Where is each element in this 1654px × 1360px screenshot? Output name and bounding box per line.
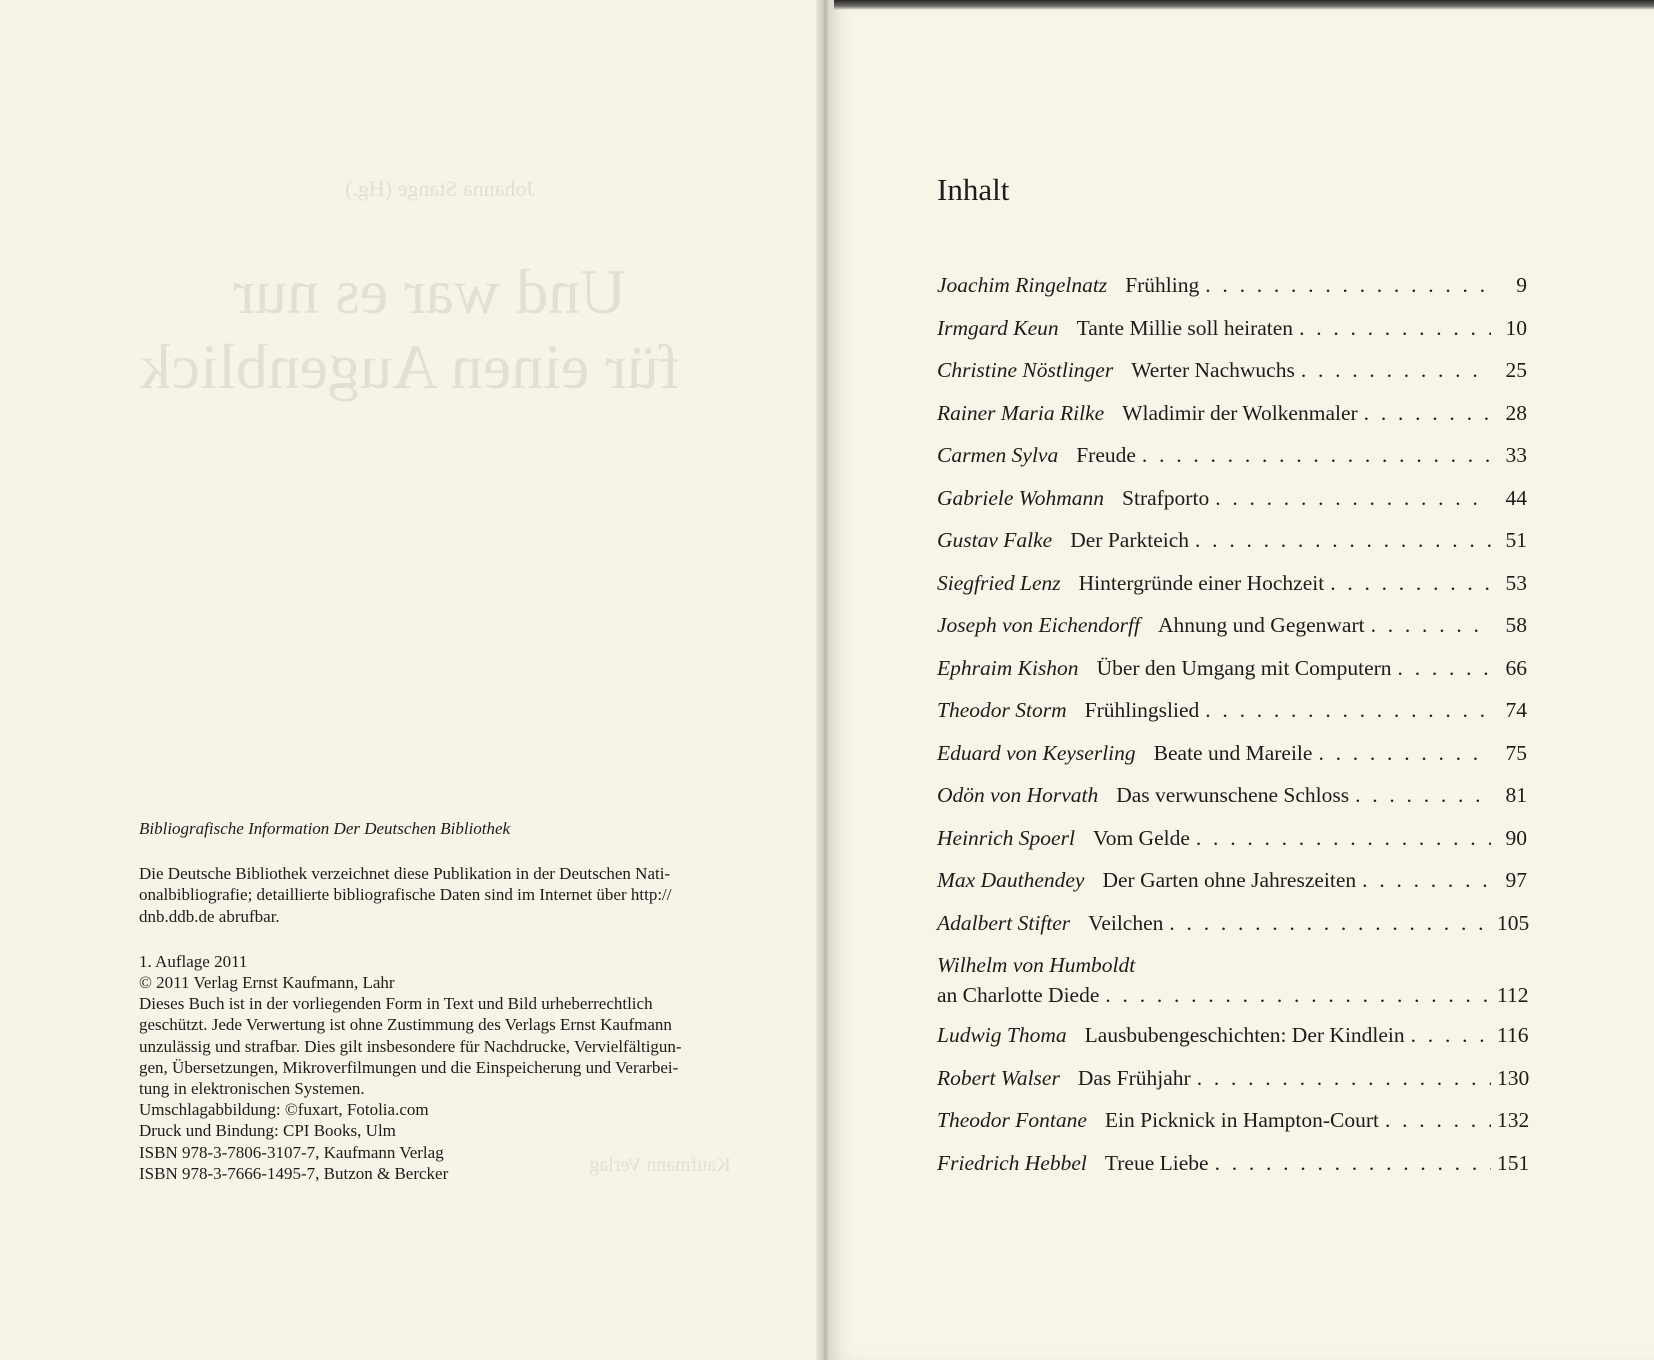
toc-leader-dots <box>1299 316 1491 341</box>
toc-author: Gabriele Wohmann <box>937 485 1105 510</box>
ghost-author: Johanna Stange (Hg.) <box>345 176 536 201</box>
toc-author: Ludwig Thoma <box>937 1023 1067 1047</box>
toc-page-number: 81 <box>1505 783 1527 807</box>
imprint-line: 1. Auflage 2011 <box>139 951 248 971</box>
toc-leader-dots <box>1398 656 1491 681</box>
toc-title: Werter Nachwuchs <box>1131 358 1295 382</box>
imprint-line: Die Deutsche Bibliothek verzeichnet diese Publikation in der Deutschen Nati- <box>139 864 671 884</box>
ghost-publisher: Kaufmann Verlag <box>589 1154 731 1176</box>
toc-page-number: 130 <box>1497 1065 1530 1090</box>
toc-page-number: 112 <box>1497 983 1529 1007</box>
imprint-line: Druck und Bindung: CPI Books, Ulm <box>139 1121 396 1141</box>
toc-page-number: 97 <box>1505 868 1527 892</box>
toc-leader-dots <box>1371 613 1491 638</box>
toc-leader-dots <box>1195 528 1491 553</box>
toc-author: Max Dauthendey <box>937 868 1085 892</box>
toc-entry <box>937 1150 1530 1194</box>
toc-leader-dots <box>1215 1151 1491 1176</box>
toc-title: Das Frühjahr <box>1077 1065 1191 1090</box>
left-page <box>0 0 822 1360</box>
toc-leader-dots <box>1197 1066 1491 1091</box>
toc-title: Tante Millie soll heiraten <box>1076 315 1294 340</box>
toc-leader-dots <box>1364 401 1491 426</box>
toc-author: Christine Nöstlinger <box>937 358 1114 382</box>
toc-title: Über den Umgang mit Computern <box>1096 655 1392 680</box>
toc-entry <box>937 783 1527 826</box>
toc-entry <box>937 273 1527 316</box>
toc-page-number: 75 <box>1505 740 1527 765</box>
toc-entry-author-line <box>937 953 1527 983</box>
toc-page-number: 74 <box>1505 698 1527 722</box>
toc-entry <box>937 698 1527 741</box>
toc-author: Odön von Horvath <box>937 783 1099 807</box>
toc-leader-dots <box>1142 443 1491 468</box>
toc-entry <box>937 571 1527 614</box>
toc-title: Hintergründe einer Hochzeit <box>1078 570 1325 595</box>
toc-title: Vom Gelde <box>1092 825 1190 850</box>
toc-title: Ahnung und Gegenwart <box>1158 613 1365 637</box>
toc-page-number: 90 <box>1505 825 1527 850</box>
toc-author: Wilhelm von Humboldt <box>937 953 1136 977</box>
ghost-title-line1: Und war es nur <box>233 256 627 327</box>
toc-author: Joachim Ringelnatz <box>937 273 1108 297</box>
toc-entry <box>937 1023 1527 1066</box>
toc-author: Adalbert Stifter <box>937 910 1071 935</box>
toc-entry <box>937 316 1527 359</box>
imprint-line: ISBN 978-3-7806-3107-7, Kaufmann Verlag <box>139 1142 444 1162</box>
ghost-title-line2: für einen Augenblick <box>139 331 680 402</box>
imprint-line: gen, Übersetzungen, Mikroverfilmungen und die Einspeicherung und Verarbei- <box>139 1057 679 1077</box>
toc-page-number: 53 <box>1505 570 1527 595</box>
toc-page-number: 33 <box>1505 443 1527 467</box>
imprint-block <box>139 818 729 1184</box>
imprint-line: Dieses Buch ist in der vorliegenden Form in Text und Bild urheberrechtlich <box>139 994 653 1014</box>
toc-author: Rainer Maria Rilke <box>937 400 1105 425</box>
toc-leader-dots <box>1411 1023 1491 1048</box>
toc-author: Siegfried Lenz <box>937 570 1061 595</box>
toc-leader-dots <box>1330 571 1491 596</box>
toc-author: Heinrich Spoerl <box>937 825 1075 850</box>
imprint-line: Umschlagabbildung: ©fuxart, Fotolia.com <box>139 1100 429 1120</box>
toc-entry <box>937 826 1527 869</box>
imprint-bibliographic-paragraph <box>139 863 729 927</box>
toc-title: Freude <box>1076 443 1136 467</box>
toc-leader-dots <box>1301 358 1491 383</box>
toc-page-number: 51 <box>1505 528 1527 552</box>
toc-entry <box>937 741 1527 784</box>
toc-title: Beate und Mareile <box>1153 740 1313 765</box>
imprint-line: onalbibliografie; detaillierte bibliografische Daten sind im Internet über http:// <box>139 885 672 905</box>
imprint-line: unzulässig und strafbar. Dies gilt insbesondere für Nachdrucke, Vervielfältigun- <box>139 1036 682 1056</box>
toc-entry <box>937 1065 1530 1109</box>
toc-page-number: 132 <box>1497 1108 1530 1132</box>
toc-entry <box>937 613 1527 656</box>
imprint-line: ISBN 978-3-7666-1495-7, Butzon & Bercker <box>139 1163 449 1183</box>
toc-author: Carmen Sylva <box>937 443 1059 467</box>
toc-entry <box>937 486 1527 529</box>
toc-author: Gustav Falke <box>937 528 1053 552</box>
toc-entry <box>937 983 1527 1023</box>
toc-author: Theodor Storm <box>937 698 1067 722</box>
toc-title: an Charlotte Diede <box>937 983 1100 1007</box>
toc-title: Lausbubengeschichten: Der Kindlein <box>1084 1023 1405 1047</box>
imprint-heading: Bibliografische Information Der Deutschen Bibliothek <box>139 819 511 838</box>
imprint-line: geschützt. Jede Verwertung ist ohne Zustimmung des Verlags Ernst Kaufmann <box>139 1015 672 1035</box>
toc-author: Eduard von Keyserling <box>937 740 1136 765</box>
toc-page-number: 66 <box>1505 655 1527 680</box>
toc-title: Das verwunschene Schloss <box>1116 783 1350 807</box>
toc-leader-dots <box>1105 983 1491 1008</box>
toc-title: Veilchen <box>1088 910 1164 935</box>
toc-entry <box>937 1108 1530 1151</box>
toc-title: Wladimir der Wolkenmaler <box>1122 400 1358 425</box>
toc-page-number: 9 <box>1516 273 1527 297</box>
toc-page-number: 10 <box>1505 315 1527 340</box>
toc-entry <box>937 443 1527 486</box>
toc-author: Theodor Fontane <box>937 1108 1087 1132</box>
toc-author: Joseph von Eichendorff <box>937 613 1141 637</box>
toc-leader-dots <box>1362 868 1491 893</box>
toc-leader-dots <box>1355 783 1491 808</box>
toc-author: Ephraim Kishon <box>937 655 1079 680</box>
toc-entry <box>937 910 1530 954</box>
toc-author: Irmgard Keun <box>937 315 1059 340</box>
toc-title: Frühlingslied <box>1084 698 1200 722</box>
imprint-publication-details <box>139 951 729 1184</box>
toc-title: Ein Picknick in Hampton-Court <box>1104 1108 1379 1132</box>
toc-page-number: 105 <box>1497 910 1530 935</box>
page-top-edge-shadow <box>834 0 1654 10</box>
toc-page-number: 44 <box>1505 485 1527 510</box>
table-of-contents <box>937 273 1530 1193</box>
toc-entry <box>937 528 1527 571</box>
toc-leader-dots <box>1205 698 1491 723</box>
toc-page-number: 58 <box>1505 613 1527 637</box>
toc-page-number: 116 <box>1497 1023 1529 1047</box>
imprint-line: © 2011 Verlag Ernst Kaufmann, Lahr <box>139 973 395 993</box>
toc-leader-dots <box>1205 273 1491 298</box>
toc-entry <box>937 868 1527 911</box>
toc-author: Robert Walser <box>937 1065 1060 1090</box>
toc-entry <box>937 358 1527 401</box>
toc-page-number: 25 <box>1505 358 1527 382</box>
toc-leader-dots <box>1196 826 1491 851</box>
toc-leader-dots <box>1215 486 1491 511</box>
toc-title: Der Garten ohne Jahreszeiten <box>1102 868 1357 892</box>
toc-title: Treue Liebe <box>1104 1150 1209 1175</box>
toc-title: Frühling <box>1125 273 1200 297</box>
toc-leader-dots <box>1318 741 1491 766</box>
toc-author: Friedrich Hebbel <box>937 1150 1087 1175</box>
imprint-line: dnb.ddb.de abrufbar. <box>139 906 280 926</box>
toc-title: Der Parkteich <box>1070 528 1190 552</box>
toc-entry <box>937 401 1527 444</box>
toc-title: Strafporto <box>1122 485 1210 510</box>
toc-page-number: 151 <box>1497 1150 1530 1175</box>
imprint-line: tung in elektronischen Systemen. <box>139 1079 365 1099</box>
toc-leader-dots <box>1385 1108 1491 1133</box>
toc-page-number: 28 <box>1505 400 1527 425</box>
toc-leader-dots <box>1169 911 1491 936</box>
toc-heading: Inhalt <box>937 172 1010 207</box>
toc-entry <box>937 656 1527 699</box>
